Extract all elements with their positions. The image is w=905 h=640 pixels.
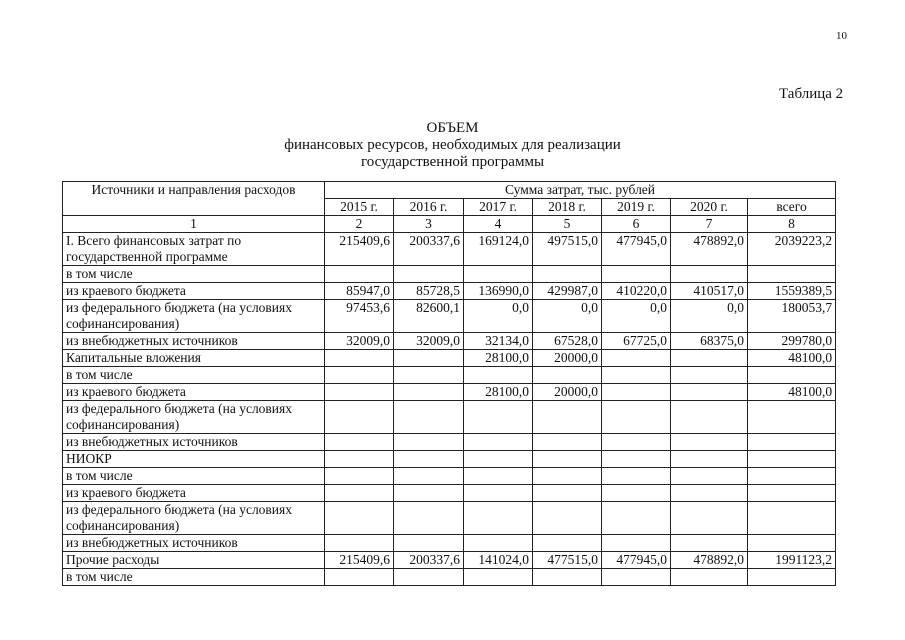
- row-value: [325, 569, 394, 586]
- row-value: [533, 266, 602, 283]
- table-row: [63, 485, 836, 502]
- row-value: 32134,0: [464, 333, 533, 350]
- table-row: [63, 502, 836, 535]
- year-2020: 2020 г.: [671, 199, 748, 216]
- row-value: 477945,0: [602, 233, 671, 266]
- row-value: [394, 451, 464, 468]
- row-value: [464, 434, 533, 451]
- row-value: [394, 485, 464, 502]
- heading-title: ОБЪЕМ: [426, 120, 479, 136]
- row-value: [748, 535, 836, 552]
- row-value: 136990,0: [464, 283, 533, 300]
- budget-table-body: [63, 182, 836, 586]
- row-value: [748, 367, 836, 384]
- row-value: 215409,6: [325, 552, 394, 569]
- row-value: [671, 535, 748, 552]
- row-value: 0,0: [602, 300, 671, 333]
- row-value: 410220,0: [602, 283, 671, 300]
- header-row: [63, 182, 836, 199]
- row-value: 200337,6: [394, 233, 464, 266]
- row-value: [748, 569, 836, 586]
- table-row: [63, 401, 836, 434]
- row-value: 0,0: [464, 300, 533, 333]
- row-value: [602, 401, 671, 434]
- row-value: [533, 434, 602, 451]
- row-value: 32009,0: [325, 333, 394, 350]
- column-number: 4: [464, 216, 533, 233]
- row-value: [748, 401, 836, 434]
- row-value: [748, 485, 836, 502]
- row-value: [533, 451, 602, 468]
- row-value: [671, 350, 748, 367]
- row-value: [671, 384, 748, 401]
- row-value: 48100,0: [748, 350, 836, 367]
- row-value: [464, 367, 533, 384]
- budget-table: [62, 181, 836, 586]
- row-value: [325, 535, 394, 552]
- row-value: 215409,6: [325, 233, 394, 266]
- row-value: 85728,5: [394, 283, 464, 300]
- page-number: 10: [836, 30, 847, 42]
- row-value: [464, 451, 533, 468]
- row-value: 478892,0: [671, 552, 748, 569]
- row-value: [671, 451, 748, 468]
- row-value: [325, 266, 394, 283]
- row-label: из федерального бюджета (на условиях софинансирования): [63, 300, 325, 333]
- row-value: [464, 401, 533, 434]
- row-label: в том числе: [63, 569, 325, 586]
- column-number: 2: [325, 216, 394, 233]
- row-value: [602, 502, 671, 535]
- row-value: [394, 535, 464, 552]
- row-label: из краевого бюджета: [63, 283, 325, 300]
- row-value: 410517,0: [671, 283, 748, 300]
- table-row: [63, 283, 836, 300]
- column-number: 7: [671, 216, 748, 233]
- row-value: [394, 384, 464, 401]
- row-label: в том числе: [63, 266, 325, 283]
- table-row: [63, 233, 836, 266]
- row-value: [533, 468, 602, 485]
- row-label: Прочие расходы: [63, 552, 325, 569]
- row-value: [748, 266, 836, 283]
- row-value: 32009,0: [394, 333, 464, 350]
- row-value: [533, 367, 602, 384]
- row-value: [464, 485, 533, 502]
- row-value: [464, 569, 533, 586]
- row-value: [325, 350, 394, 367]
- row-value: 68375,0: [671, 333, 748, 350]
- heading-subtitle-line2: государственной программы: [360, 154, 545, 170]
- row-value: [533, 535, 602, 552]
- year-2015: 2015 г.: [325, 199, 394, 216]
- column-number: 6: [602, 216, 671, 233]
- row-label: из внебюджетных источников: [63, 535, 325, 552]
- row-label: из краевого бюджета: [63, 384, 325, 401]
- row-value: [533, 485, 602, 502]
- row-value: [325, 502, 394, 535]
- row-label: в том числе: [63, 468, 325, 485]
- row-value: 67528,0: [533, 333, 602, 350]
- row-value: [394, 266, 464, 283]
- row-value: [602, 266, 671, 283]
- table-row: [63, 266, 836, 283]
- row-value: 20000,0: [533, 350, 602, 367]
- column-number: 3: [394, 216, 464, 233]
- row-value: 180053,7: [748, 300, 836, 333]
- row-value: [533, 401, 602, 434]
- column-number-row: [63, 216, 836, 233]
- row-value: [325, 434, 394, 451]
- heading-subtitle-line1: финансовых ресурсов, необходимых для реализации: [284, 137, 621, 153]
- year-2017: 2017 г.: [464, 199, 533, 216]
- row-value: [464, 468, 533, 485]
- row-value: [748, 451, 836, 468]
- row-value: [602, 367, 671, 384]
- row-value: 478892,0: [671, 233, 748, 266]
- row-label: из внебюджетных источников: [63, 333, 325, 350]
- row-value: [394, 401, 464, 434]
- row-value: [325, 485, 394, 502]
- year-total: всего: [748, 199, 836, 216]
- row-label: Капитальные вложения: [63, 350, 325, 367]
- row-value: [602, 451, 671, 468]
- row-value: 141024,0: [464, 552, 533, 569]
- header-source: Источники и направления расходов: [63, 182, 325, 216]
- row-label: в том числе: [63, 367, 325, 384]
- row-value: 67725,0: [602, 333, 671, 350]
- table-heading: [0, 120, 905, 171]
- row-value: [671, 569, 748, 586]
- row-value: 48100,0: [748, 384, 836, 401]
- table-row: [63, 552, 836, 569]
- row-value: [602, 468, 671, 485]
- row-value: [671, 266, 748, 283]
- year-2016: 2016 г.: [394, 199, 464, 216]
- year-2019: 2019 г.: [602, 199, 671, 216]
- row-label: из краевого бюджета: [63, 485, 325, 502]
- row-value: 85947,0: [325, 283, 394, 300]
- row-value: [394, 434, 464, 451]
- row-value: 477945,0: [602, 552, 671, 569]
- row-value: 82600,1: [394, 300, 464, 333]
- row-value: [325, 451, 394, 468]
- row-value: [602, 350, 671, 367]
- row-value: 1991123,2: [748, 552, 836, 569]
- row-value: [671, 434, 748, 451]
- row-value: [533, 502, 602, 535]
- row-value: [533, 569, 602, 586]
- row-value: [464, 266, 533, 283]
- column-number: 5: [533, 216, 602, 233]
- column-number: 8: [748, 216, 836, 233]
- table-row: [63, 333, 836, 350]
- row-value: 299780,0: [748, 333, 836, 350]
- row-value: 200337,6: [394, 552, 464, 569]
- table-row: [63, 451, 836, 468]
- row-value: [394, 502, 464, 535]
- row-label: из внебюджетных источников: [63, 434, 325, 451]
- row-value: [748, 468, 836, 485]
- row-value: 20000,0: [533, 384, 602, 401]
- row-value: 169124,0: [464, 233, 533, 266]
- row-value: 28100,0: [464, 384, 533, 401]
- year-2018: 2018 г.: [533, 199, 602, 216]
- row-value: [671, 468, 748, 485]
- row-value: [748, 434, 836, 451]
- table-row: [63, 434, 836, 451]
- table-label: Таблица 2: [779, 86, 844, 102]
- row-label: I. Всего финансовых затрат по государственной программе: [63, 233, 325, 266]
- row-value: 429987,0: [533, 283, 602, 300]
- table-row: [63, 300, 836, 333]
- row-value: [602, 384, 671, 401]
- row-value: [671, 367, 748, 384]
- row-value: 497515,0: [533, 233, 602, 266]
- row-value: [325, 401, 394, 434]
- row-value: [602, 535, 671, 552]
- row-label: из федерального бюджета (на условиях софинансирования): [63, 401, 325, 434]
- row-label: НИОКР: [63, 451, 325, 468]
- row-value: [671, 485, 748, 502]
- table-row: [63, 535, 836, 552]
- row-value: 28100,0: [464, 350, 533, 367]
- row-value: [602, 485, 671, 502]
- row-value: [325, 468, 394, 485]
- header-sum: Сумма затрат, тыс. рублей: [325, 182, 836, 199]
- row-value: [394, 367, 464, 384]
- table-row: [63, 569, 836, 586]
- row-value: 0,0: [671, 300, 748, 333]
- table-row: [63, 350, 836, 367]
- row-value: [325, 367, 394, 384]
- row-value: [325, 384, 394, 401]
- row-value: [464, 502, 533, 535]
- row-value: 0,0: [533, 300, 602, 333]
- row-label: из федерального бюджета (на условиях софинансирования): [63, 502, 325, 535]
- row-value: 97453,6: [325, 300, 394, 333]
- table-row: [63, 367, 836, 384]
- row-value: [394, 350, 464, 367]
- table-row: [63, 468, 836, 485]
- row-value: [602, 569, 671, 586]
- row-value: [394, 468, 464, 485]
- row-value: 477515,0: [533, 552, 602, 569]
- row-value: 1559389,5: [748, 283, 836, 300]
- row-value: [671, 502, 748, 535]
- row-value: [748, 502, 836, 535]
- row-value: [602, 434, 671, 451]
- table-row: [63, 384, 836, 401]
- row-value: [394, 569, 464, 586]
- row-value: 2039223,2: [748, 233, 836, 266]
- row-value: [464, 535, 533, 552]
- row-value: [671, 401, 748, 434]
- column-number: 1: [63, 216, 325, 233]
